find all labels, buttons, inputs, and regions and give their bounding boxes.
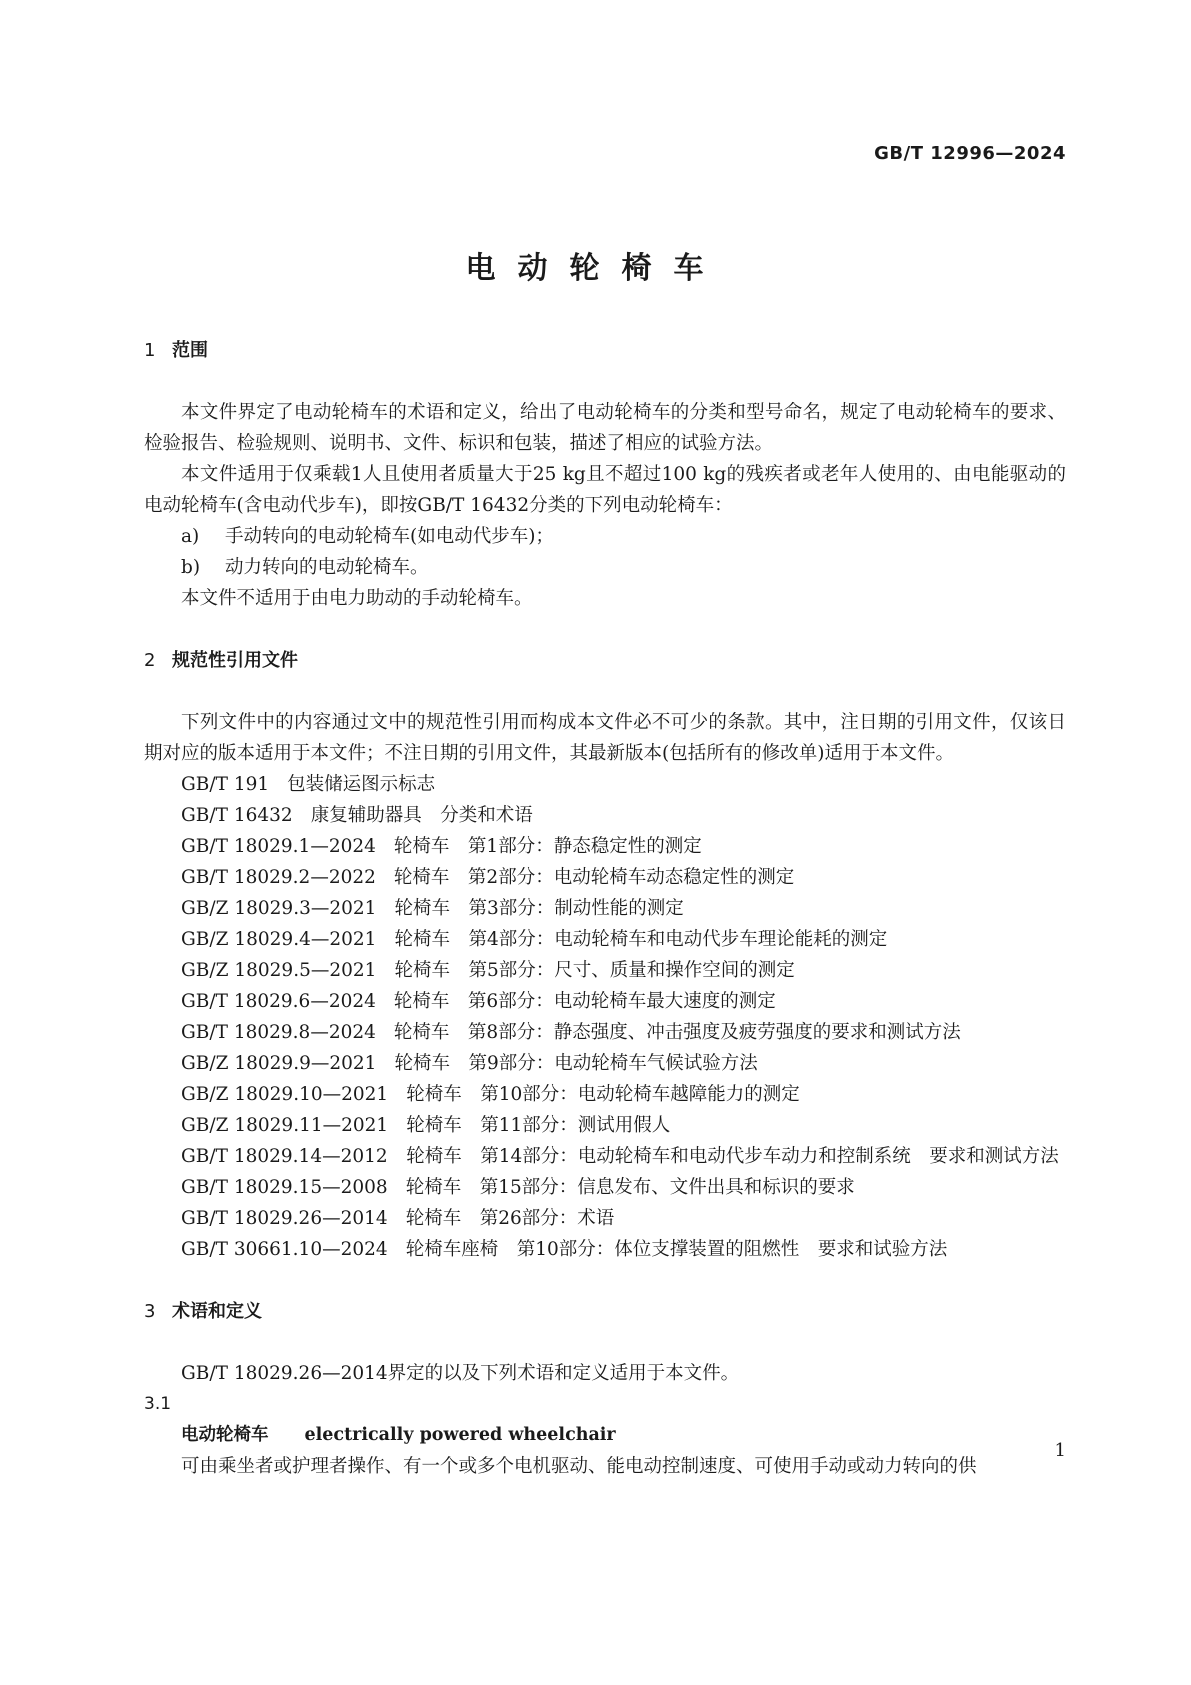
term-english: electrically powered wheelchair	[304, 1425, 616, 1445]
reference-code: GB/T 18029.1—2024	[181, 836, 376, 857]
section-title: 规范性引用文件	[172, 650, 298, 671]
reference-item	[144, 862, 1066, 893]
list-text: 动力转向的电动轮椅车。	[225, 557, 429, 578]
reference-title: 轮椅车 第14部分：电动轮椅车和电动代步车动力和控制系统 要求和测试方法	[406, 1146, 1059, 1167]
reference-code: GB/T 18029.8—2024	[181, 1022, 376, 1043]
term-chinese: 电动轮椅车	[181, 1425, 269, 1445]
reference-item	[144, 924, 1066, 955]
reference-code: GB/T 18029.2—2022	[181, 867, 376, 888]
document-title: 电动轮椅车	[465, 251, 726, 286]
reference-item	[144, 955, 1066, 986]
reference-code: GB/Z 18029.3—2021	[181, 898, 377, 919]
reference-code: GB/T 18029.14—2012	[181, 1146, 388, 1167]
page-number: 1	[1054, 1440, 1066, 1461]
reference-code: GB/Z 18029.11—2021	[181, 1115, 389, 1136]
section-title: 术语和定义	[172, 1301, 262, 1322]
standard-code: GB/T 12996—2024	[874, 143, 1066, 164]
section-number: 1	[144, 340, 156, 361]
reference-code: GB/Z 18029.4—2021	[181, 929, 377, 950]
reference-item	[144, 986, 1066, 1017]
reference-code: GB/Z 18029.10—2021	[181, 1084, 389, 1105]
section-title: 范围	[172, 340, 208, 361]
paragraph: 本文件界定了电动轮椅车的术语和定义，给出了电动轮椅车的分类和型号命名，规定了电动轮椅车的要求、检验报告、检验规则、说明书、文件、标识和包装，描述了相应的试验方法。	[144, 402, 1066, 454]
list-item	[144, 521, 1066, 552]
reference-item	[144, 1172, 1066, 1203]
document-body	[144, 335, 1066, 1482]
reference-item	[144, 1110, 1066, 1141]
reference-title: 轮椅车 第5部分：尺寸、质量和操作空间的测定	[394, 960, 795, 981]
reference-title: 轮椅车 第8部分：静态强度、冲击强度及疲劳强度的要求和测试方法	[393, 1022, 961, 1043]
reference-list	[144, 1172, 1066, 1265]
reference-code: GB/Z 18029.9—2021	[181, 1053, 377, 1074]
list-item	[144, 552, 1066, 583]
reference-code: GB/T 18029.15—2008	[181, 1177, 388, 1198]
paragraph: 本文件适用于仅乘载1人且使用者质量大于25 kg且不超过100 kg的残疾者或老年人使用的、由电能驱动的电动轮椅车(含电动代步车)，即按GB/T 16432分类的下列电动轮椅车：	[144, 464, 1066, 516]
reference-code: GB/Z 18029.5—2021	[181, 960, 377, 981]
reference-item	[144, 893, 1066, 924]
paragraph: GB/T 18029.26—2014界定的以及下列术语和定义适用于本文件。	[181, 1363, 740, 1384]
reference-code: GB/T 18029.26—2014	[181, 1208, 388, 1229]
section-heading-references	[144, 645, 1066, 676]
reference-item	[144, 831, 1066, 862]
reference-item	[144, 769, 1066, 800]
paragraph: 本文件不适用于由电力助动的手动轮椅车。	[181, 588, 533, 609]
reference-code: GB/T 191	[181, 774, 270, 795]
reference-item	[144, 1048, 1066, 1079]
term-entry	[144, 1420, 1066, 1451]
reference-code: GB/T 16432	[181, 805, 293, 826]
reference-title: 轮椅车 第1部分：静态稳定性的测定	[393, 836, 702, 857]
term-number: 3.1	[144, 1394, 172, 1414]
reference-title: 包装储运图示标志	[287, 774, 436, 795]
reference-item	[144, 1079, 1066, 1110]
list-text: 手动转向的电动轮椅车(如电动代步车)；	[225, 526, 554, 547]
term-definition: 可由乘坐者或护理者操作、有一个或多个电机驱动、能电动控制速度、可使用手动或动力转向的供	[181, 1456, 977, 1477]
section-number: 3	[144, 1301, 156, 1322]
reference-item	[144, 800, 1066, 831]
reference-title: 康复辅助器具 分类和术语	[310, 805, 533, 826]
list-marker: b)	[181, 557, 201, 578]
reference-item	[144, 1017, 1066, 1048]
reference-title: 轮椅车 第3部分：制动性能的测定	[394, 898, 684, 919]
section-heading-terms	[144, 1296, 1066, 1327]
section-heading-scope	[144, 335, 1066, 366]
reference-title: 轮椅车 第26部分：术语	[405, 1208, 615, 1229]
section-number: 2	[144, 650, 156, 671]
reference-item	[144, 1141, 1066, 1172]
reference-title: 轮椅车 第9部分：电动轮椅车气候试验方法	[394, 1053, 758, 1074]
reference-item	[144, 1203, 1066, 1234]
reference-title: 轮椅车 第15部分：信息发布、文件出具和标识的要求	[405, 1177, 855, 1198]
list-marker: a)	[181, 526, 200, 547]
reference-item	[144, 1234, 1066, 1265]
paragraph: 下列文件中的内容通过文中的规范性引用而构成本文件必不可少的条款。其中，注日期的引用文件，仅该日期对应的版本适用于本文件；不注日期的引用文件，其最新版本(包括所有的修改单)适用于本文件。	[144, 712, 1066, 764]
reference-title: 轮椅车 第11部分：测试用假人	[406, 1115, 671, 1136]
reference-title: 轮椅车 第10部分：电动轮椅车越障能力的测定	[406, 1084, 800, 1105]
reference-title: 轮椅车 第4部分：电动轮椅车和电动代步车理论能耗的测定	[394, 929, 888, 950]
reference-list	[144, 769, 1066, 1141]
reference-code: GB/T 30661.10—2024	[181, 1239, 388, 1260]
reference-code: GB/T 18029.6—2024	[181, 991, 376, 1012]
reference-title: 轮椅车 第6部分：电动轮椅车最大速度的测定	[393, 991, 776, 1012]
reference-title: 轮椅车座椅 第10部分：体位支撑装置的阻燃性 要求和试验方法	[405, 1239, 948, 1260]
reference-title: 轮椅车 第2部分：电动轮椅车动态稳定性的测定	[393, 867, 795, 888]
